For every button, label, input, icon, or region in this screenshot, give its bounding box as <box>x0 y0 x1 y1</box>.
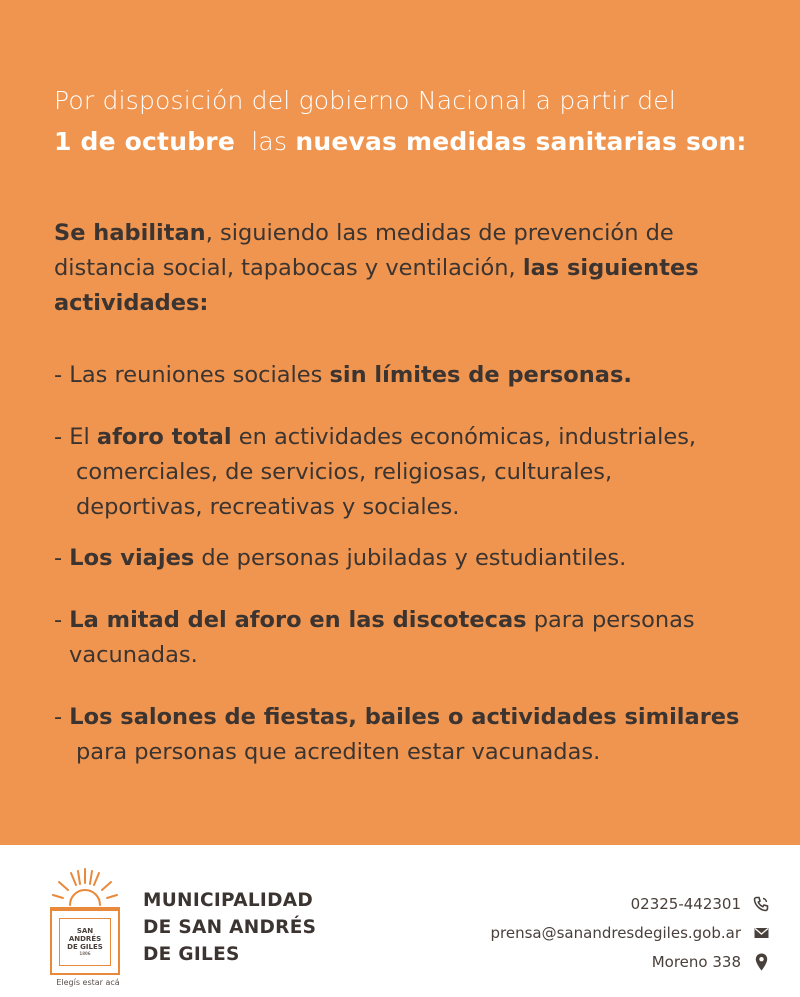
item-dash: - <box>54 362 70 388</box>
item-bold: sin límites de personas. <box>329 362 632 388</box>
enabled-paragraph <box>54 216 754 321</box>
logo-frame <box>50 907 120 975</box>
phone-text[interactable]: 02325-442301 <box>630 894 741 913</box>
municipality-line-1: MUNICIPALIDAD <box>143 890 314 911</box>
para-bold-start: Se habilitan <box>54 220 206 246</box>
list-item <box>54 358 632 393</box>
intro-heading <box>54 80 774 162</box>
municipality-line-2: DE SAN ANDRÉS <box>143 917 317 938</box>
para-text-1: , siguiendo las medidas de prevención de <box>205 220 674 246</box>
list-item <box>54 700 739 770</box>
item-text: en actividades económicas, industriales, <box>231 424 697 450</box>
intro-line-2 <box>54 121 774 162</box>
municipality-logo <box>48 865 128 985</box>
item-text: de personas jubiladas y estudiantiles. <box>194 545 627 571</box>
list-item <box>54 603 695 673</box>
item-bold: Los salones de fiestas, bailes o actividades similares <box>69 704 740 730</box>
intro-line-1: Por disposición del gobierno Nacional a partir del <box>54 86 676 115</box>
logo-year: 1806 <box>79 951 91 956</box>
item-dash: - <box>54 607 70 633</box>
item-text-line-3: deportivas, recreativas y sociales. <box>76 494 460 520</box>
item-text: Las reuniones sociales <box>69 362 330 388</box>
intro-headline: nuevas medidas sanitarias son: <box>295 127 747 156</box>
address-text: Moreno 338 <box>651 952 741 971</box>
phone-icon <box>752 895 770 913</box>
list-item <box>54 541 626 576</box>
para-bold-end-1: las siguientes <box>522 255 699 281</box>
footer <box>0 845 800 997</box>
item-bold: aforo total <box>96 424 232 450</box>
list-item <box>54 420 696 525</box>
email-text[interactable]: prensa@sanandresdegiles.gob.ar <box>490 923 741 942</box>
item-dash: - El <box>54 424 97 450</box>
mail-icon <box>752 924 770 942</box>
item-bold: La mitad del aforo en las discotecas <box>69 607 527 633</box>
item-text-line-2: comerciales, de servicios, religiosas, culturales, <box>76 459 613 485</box>
item-text-line-2: vacunadas. <box>69 642 198 668</box>
contact-info <box>430 889 770 976</box>
intro-date: 1 de octubre <box>54 127 235 156</box>
para-text-2: distancia social, tapabocas y ventilación, <box>54 255 516 281</box>
logo-inner <box>59 918 111 966</box>
contact-phone <box>430 889 770 918</box>
item-dash: - <box>54 545 70 571</box>
sun-icon <box>48 865 128 911</box>
item-text-line-2: para personas que acrediten estar vacunadas. <box>76 739 601 765</box>
para-bold-end-2: actividades: <box>54 290 209 316</box>
logo-tagline: Elegís estar acá <box>56 978 120 987</box>
municipality-name <box>143 887 316 968</box>
item-text: para personas <box>526 607 695 633</box>
location-pin-icon <box>752 953 770 971</box>
municipality-line-3: DE GILES <box>143 944 240 965</box>
logo-text-line-3: DE GILES <box>67 943 103 951</box>
contact-email <box>430 918 770 947</box>
item-dash: - <box>54 704 70 730</box>
logo-text-line-2: ANDRÉS <box>68 935 102 943</box>
item-bold: Los viajes <box>69 545 195 571</box>
contact-address <box>430 947 770 976</box>
logo-text-line-1: SAN <box>76 927 94 935</box>
intro-las: las <box>251 127 288 156</box>
